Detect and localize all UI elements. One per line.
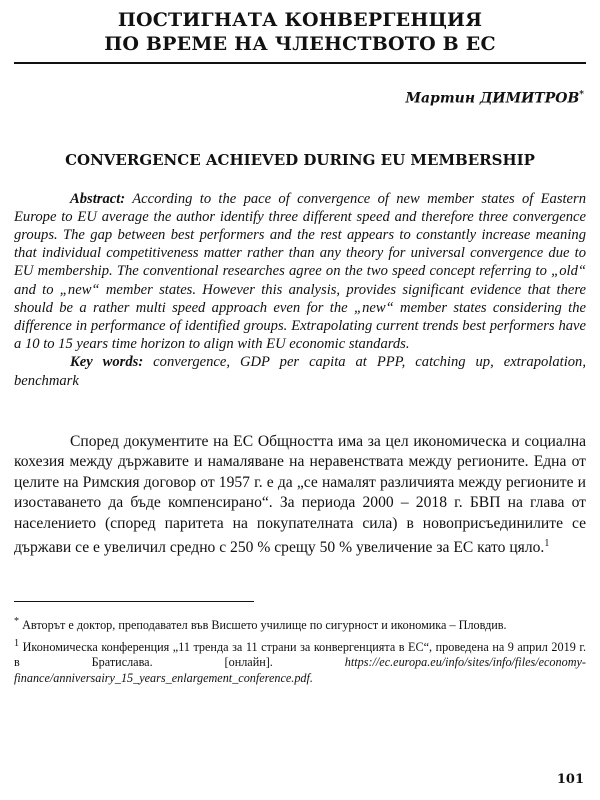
author-name: Мартин ДИМИТРОВ [405,90,580,107]
page-number: 101 [556,772,584,787]
body-paragraph-text: Според документите на ЕС Общността има за цел икономическа и социална кохезия между държавите и намаляване на неравенствата между регионите. Една от целите на Римския договор от 1957 г. е да „се намалят различията между регионите и изоставането да бъде компенсирано“. За периода 2000 – 2018 г. БВП на глава от населението (според паритета на покупателната сила) в новоприсъединилите се държави се е увеличил средно с 250 % срещу 50 % увеличение за ЕС като цяло. [14,432,586,557]
keywords-label: Key words: [70,354,144,371]
title-line-2: ПО ВРЕМЕ НА ЧЛЕНСТВОТО В ЕС [104,33,496,55]
author-footnote-mark: * [579,90,584,100]
keywords-paragraph [14,353,586,389]
english-title: CONVERGENCE ACHIEVED DURING EU MEMBERSHIP [65,150,535,169]
abstract-paragraph [14,190,586,354]
abstract-block [14,190,586,390]
footnote-author [14,614,586,634]
footnote-author-text: Авторът е доктор, преподавател във Висшето училище по сигурност и икономика – Пловдив. [22,618,507,633]
title-line-1: ПОСТИГНАТА КОНВЕРГЕНЦИЯ [117,9,483,31]
footnote-1-text: Икономическа конференция „11 тренда за 11 страни за конвергенцията в ЕС“, проведена на 9 април 2019 г. в Братислава. [онлайн]. [14,639,586,670]
abstract-text: According to the pace of convergence of new member states of Eastern Europe to EU average the author identify three different speed and therefore three convergence groups. The gap between best performers and the rest appears to constantly increase meaning that individual competitiveness matter rather than any theory for universal convergence due to EU membership. The conventional researches agree on the two speed concept referring to „old“ and to „new“ member states. However this analysis, provides significant evidence that there should be a rather multi speed approach even for the „new“ member states considering the difference in performance of identified groups. Extrapolating current trends best performers have a 10 to 15 years time horizon to align with EU economic standards. [14,190,587,353]
author-line [14,86,586,108]
footnote-author-mark: * [14,616,20,628]
page-title [14,8,586,56]
footnote-1-url[interactable]: https://ec.europa.eu/info/sites/info/files/economy-finance/anniversairy_15_years_enlargement_conference.pdf. [14,655,586,685]
body-paragraph [14,432,586,559]
footnote-ref-1: 1 [544,538,550,550]
footnote-divider [14,601,254,602]
abstract-label: Abstract: [70,190,126,207]
title-divider [14,62,586,64]
footnote-1-mark: 1 [14,637,20,649]
footnote-1 [14,636,586,687]
footnotes [14,614,586,686]
keywords-text: convergence, GDP per capita at PPP, catching up, extrapolation, benchmark [14,354,586,389]
body-text [14,432,586,559]
